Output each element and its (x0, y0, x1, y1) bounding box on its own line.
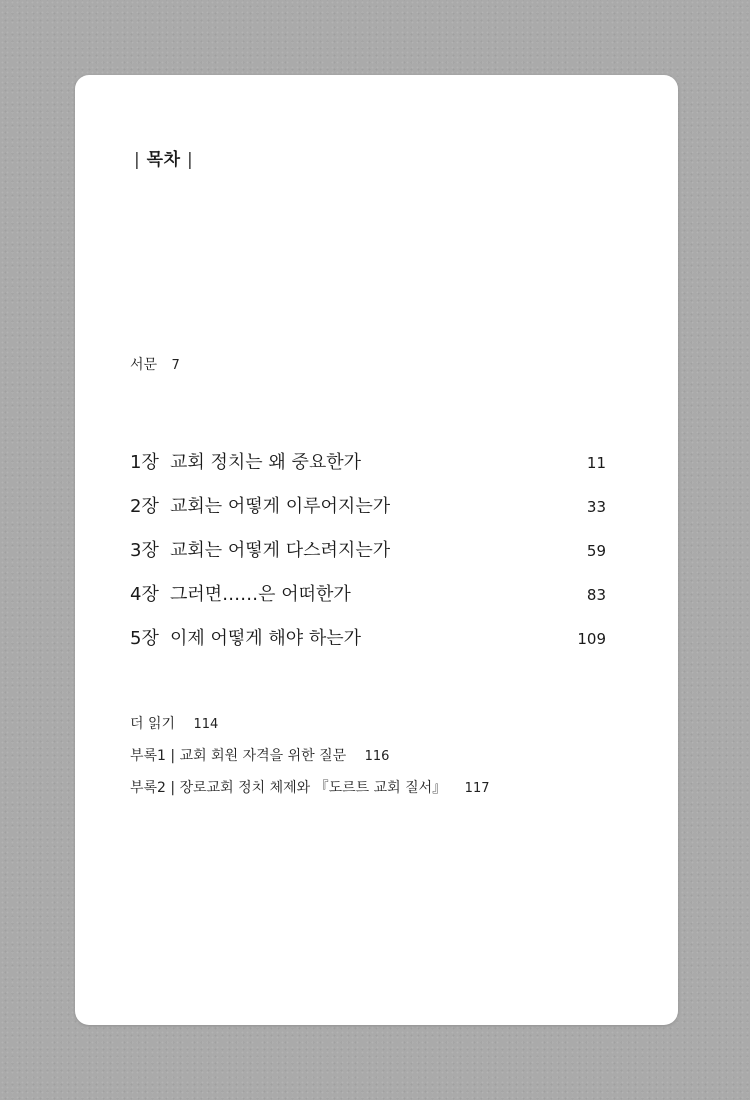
chapter-label (130, 536, 390, 562)
chapter-number: 2장 (130, 496, 159, 517)
toc-chapter-entry[interactable] (130, 624, 606, 668)
chapter-page-number: 33 (586, 498, 606, 516)
chapter-number: 4장 (130, 584, 159, 605)
toc-chapter-entry[interactable] (130, 448, 606, 492)
toc-appendix-2-entry[interactable] (130, 779, 490, 811)
chapter-number: 3장 (130, 540, 159, 561)
chapter-title: 교회 정치는 왜 중요한가 (170, 452, 362, 473)
extra-label: 더 읽기 (130, 716, 176, 732)
chapter-title: 교회는 어떻게 이루어지는가 (170, 496, 391, 517)
heading-text: 목차 (146, 150, 181, 170)
chapter-label (130, 580, 351, 606)
chapter-label (130, 492, 390, 518)
chapter-title: 교회는 어떻게 다스려지는가 (170, 540, 391, 561)
chapter-number: 1장 (130, 452, 159, 473)
chapter-label (130, 624, 361, 650)
toc-appendix-1-entry[interactable] (130, 747, 490, 779)
toc-chapter-entry[interactable] (130, 492, 606, 536)
extra-label: 부록2 | 장로교회 정치 체제와 『도르트 교회 질서』 (130, 780, 447, 796)
heading-right-bar: | (186, 150, 194, 170)
extra-page-number: 117 (464, 781, 490, 796)
extra-page-number: 116 (364, 749, 390, 764)
chapter-number: 5장 (130, 628, 159, 649)
extra-page-number: 114 (193, 717, 219, 732)
chapter-page-number: 109 (577, 630, 606, 648)
chapter-list (130, 448, 606, 668)
toc-heading (134, 145, 193, 170)
toc-chapter-entry[interactable] (130, 536, 606, 580)
toc-further-reading-entry[interactable] (130, 715, 490, 747)
chapter-title: 이제 어떻게 해야 하는가 (170, 628, 362, 649)
preface-label: 서문 (130, 357, 158, 373)
toc-preface-entry[interactable] (130, 354, 180, 374)
chapter-page-number: 59 (586, 542, 606, 560)
chapter-page-number: 83 (586, 586, 606, 604)
heading-left-bar: | (134, 150, 141, 170)
chapter-title: 그러면……은 어떠한가 (170, 584, 351, 605)
appendix-list (130, 715, 490, 811)
preface-page-number: 7 (171, 358, 180, 373)
book-page (75, 75, 678, 1025)
toc-chapter-entry[interactable] (130, 580, 606, 624)
chapter-label (130, 448, 361, 474)
chapter-page-number: 11 (586, 454, 606, 472)
extra-label: 부록1 | 교회 회원 자격을 위한 질문 (130, 748, 347, 764)
